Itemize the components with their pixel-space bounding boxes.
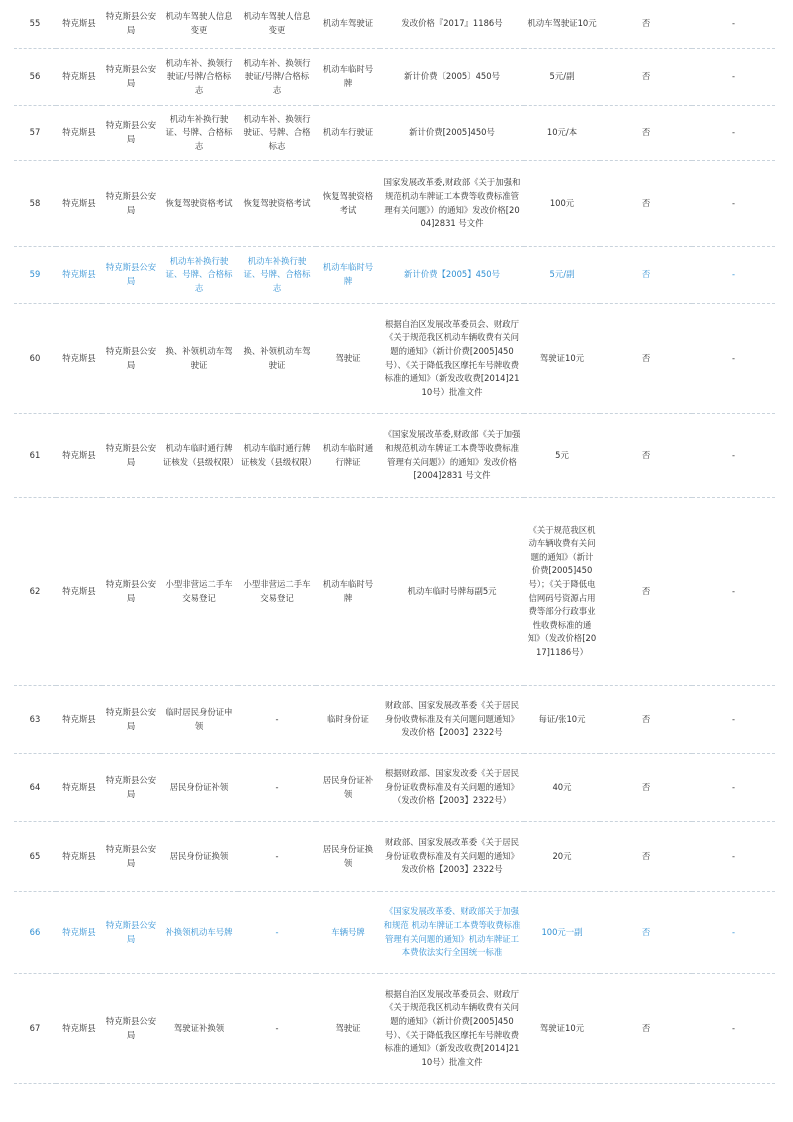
sub-item-cell: 机动车补、换领行驶证、号牌、合格标志: [238, 106, 316, 161]
table-row: [14, 49, 775, 106]
basis-cell: 根据财政部、国家发改委《关于居民身份证收费标准及有关问题的通知》（发改价格【2003】2322号）: [380, 754, 524, 822]
remark-cell: -: [692, 414, 775, 498]
department-cell: 特克斯县公安局: [102, 247, 160, 304]
fee-cell: 机动车驾驶证10元: [524, 0, 600, 49]
fee-table: [14, 0, 775, 1084]
table-row: [14, 0, 775, 49]
table-row: [14, 304, 775, 414]
basis-cell: 新计价费〔2005〕450号: [380, 49, 524, 106]
fee-cell: 5元: [524, 414, 600, 498]
department-cell: 特克斯县公安局: [102, 822, 160, 892]
fee-cell: 5元/副: [524, 49, 600, 106]
flag-cell: 否: [600, 414, 692, 498]
sub-item-cell: 机动车补换行驶证、号牌、合格标志: [238, 247, 316, 304]
department-cell: 特克斯县公安局: [102, 498, 160, 686]
item-cell: 临时居民身份证申领: [160, 686, 238, 754]
basis-cell: 机动车临时号牌每副5元: [380, 498, 524, 686]
row-number: 59: [14, 247, 56, 304]
table-row: [14, 892, 775, 974]
certificate-cell: 机动车临时号牌: [316, 498, 380, 686]
item-cell: 居民身份证换领: [160, 822, 238, 892]
table-row: [14, 247, 775, 304]
remark-cell: -: [692, 0, 775, 49]
department-cell: 特克斯县公安局: [102, 106, 160, 161]
row-number: 64: [14, 754, 56, 822]
county-cell: 特克斯县: [56, 498, 102, 686]
flag-cell: 否: [600, 49, 692, 106]
department-cell: 特克斯县公安局: [102, 892, 160, 974]
certificate-cell: 居民身份证补领: [316, 754, 380, 822]
county-cell: 特克斯县: [56, 161, 102, 247]
sub-item-cell: 机动车驾驶人信息变更: [238, 0, 316, 49]
table-row: [14, 498, 775, 686]
department-cell: 特克斯县公安局: [102, 304, 160, 414]
sub-item-cell: -: [238, 892, 316, 974]
county-cell: 特克斯县: [56, 974, 102, 1084]
item-cell: 居民身份证补领: [160, 754, 238, 822]
item-cell: 补换领机动车号牌: [160, 892, 238, 974]
row-number: 67: [14, 974, 56, 1084]
fee-cell: 20元: [524, 822, 600, 892]
item-cell: 机动车补换行驶证、号牌、合格标志: [160, 106, 238, 161]
row-number: 66: [14, 892, 56, 974]
sub-item-cell: 机动车补、换领行驶证/号牌/合格标志: [238, 49, 316, 106]
row-number: 60: [14, 304, 56, 414]
county-cell: 特克斯县: [56, 414, 102, 498]
flag-cell: 否: [600, 974, 692, 1084]
certificate-cell: 机动车临时号牌: [316, 49, 380, 106]
sub-item-cell: -: [238, 822, 316, 892]
fee-cell: 40元: [524, 754, 600, 822]
remark-cell: -: [692, 892, 775, 974]
item-cell: 小型非营运二手车交易登记: [160, 498, 238, 686]
sub-item-cell: -: [238, 754, 316, 822]
remark-cell: -: [692, 247, 775, 304]
county-cell: 特克斯县: [56, 247, 102, 304]
table-row: [14, 414, 775, 498]
certificate-cell: 驾驶证: [316, 304, 380, 414]
flag-cell: 否: [600, 498, 692, 686]
remark-cell: -: [692, 161, 775, 247]
flag-cell: 否: [600, 304, 692, 414]
county-cell: 特克斯县: [56, 754, 102, 822]
sub-item-cell: 换、补领机动车驾驶证: [238, 304, 316, 414]
basis-cell: 财政部、国家发展改革委《关于居民身份证收费标准及有关问题的通知》发改价格【2003】2322号: [380, 822, 524, 892]
row-number: 65: [14, 822, 56, 892]
flag-cell: 否: [600, 754, 692, 822]
county-cell: 特克斯县: [56, 304, 102, 414]
table-row: [14, 106, 775, 161]
remark-cell: -: [692, 106, 775, 161]
fee-cell: 100元: [524, 161, 600, 247]
fee-cell: 《关于规范我区机动车辆收费有关问题的通知》（新计价费[2005]450号）；《关于降低电信网码号资源占用费等部分行政事业性收费标准的通知》（发改价格[2017]1186号）: [524, 498, 600, 686]
table-row: [14, 974, 775, 1084]
certificate-cell: 机动车临时通行牌证: [316, 414, 380, 498]
basis-cell: 新计价费[2005]450号: [380, 106, 524, 161]
item-cell: 恢复驾驶资格考试: [160, 161, 238, 247]
department-cell: 特克斯县公安局: [102, 161, 160, 247]
row-number: 62: [14, 498, 56, 686]
flag-cell: 否: [600, 822, 692, 892]
department-cell: 特克斯县公安局: [102, 754, 160, 822]
basis-cell: 新计价费【2005】450号: [380, 247, 524, 304]
certificate-cell: 机动车驾驶证: [316, 0, 380, 49]
department-cell: 特克斯县公安局: [102, 414, 160, 498]
remark-cell: -: [692, 974, 775, 1084]
basis-cell: 根据自治区发展改革委员会、财政厅《关于规范我区机动车辆收费有关问题的通知》（新计价费[2005]450号）、《关于降低我区摩托车号牌收费标准的通知》（新发改收费[2014]2110号）批准文件: [380, 974, 524, 1084]
county-cell: 特克斯县: [56, 686, 102, 754]
fee-cell: 驾驶证10元: [524, 974, 600, 1084]
fee-cell: 100元一副: [524, 892, 600, 974]
row-number: 61: [14, 414, 56, 498]
sub-item-cell: -: [238, 974, 316, 1084]
remark-cell: -: [692, 49, 775, 106]
county-cell: 特克斯县: [56, 822, 102, 892]
certificate-cell: 临时身份证: [316, 686, 380, 754]
fee-table-body: [14, 0, 775, 1084]
row-number: 58: [14, 161, 56, 247]
remark-cell: -: [692, 822, 775, 892]
fee-cell: 每证/张10元: [524, 686, 600, 754]
basis-cell: 根据自治区发展改革委员会、财政厅《关于规范我区机动车辆收费有关问题的通知》（新计价费[2005]450号）、《关于降低我区摩托车号牌收费标准的通知》（新发改收费[2014]2110号）批准文件: [380, 304, 524, 414]
basis-cell: 《国家发展改革委,财政部《关于加强和规范机动车牌证工本费等收费标准管理有关问题》）的通知》发改价格[2004]2831 号文件: [380, 414, 524, 498]
certificate-cell: 车辆号牌: [316, 892, 380, 974]
remark-cell: -: [692, 498, 775, 686]
certificate-cell: 驾驶证: [316, 974, 380, 1084]
sub-item-cell: 小型非营运二手车交易登记: [238, 498, 316, 686]
basis-cell: 《国家发展改革委、财政部关于加强和规范 机动车牌证工本费等收费标准管理有关问题的通知》机动车牌证工本费依法实行全国统一标准: [380, 892, 524, 974]
flag-cell: 否: [600, 161, 692, 247]
flag-cell: 否: [600, 892, 692, 974]
item-cell: 机动车补换行驶证、号牌、合格标志: [160, 247, 238, 304]
remark-cell: -: [692, 686, 775, 754]
flag-cell: 否: [600, 247, 692, 304]
table-row: [14, 754, 775, 822]
certificate-cell: 机动车行驶证: [316, 106, 380, 161]
flag-cell: 否: [600, 0, 692, 49]
sub-item-cell: 恢复驾驶资格考试: [238, 161, 316, 247]
county-cell: 特克斯县: [56, 892, 102, 974]
row-number: 57: [14, 106, 56, 161]
table-row: [14, 161, 775, 247]
row-number: 63: [14, 686, 56, 754]
sub-item-cell: -: [238, 686, 316, 754]
item-cell: 机动车临时通行牌证核发（县级权限）: [160, 414, 238, 498]
county-cell: 特克斯县: [56, 49, 102, 106]
fee-cell: 10元/本: [524, 106, 600, 161]
department-cell: 特克斯县公安局: [102, 974, 160, 1084]
county-cell: 特克斯县: [56, 106, 102, 161]
certificate-cell: 居民身份证换领: [316, 822, 380, 892]
sub-item-cell: 机动车临时通行牌证核发（县级权限）: [238, 414, 316, 498]
basis-cell: 国家发展改革委,财政部《关于加强和规范机动车牌证工本费等收费标准管理有关问题》）的通知》发改价格[2004]2831 号文件: [380, 161, 524, 247]
certificate-cell: 恢复驾驶资格考试: [316, 161, 380, 247]
row-number: 56: [14, 49, 56, 106]
flag-cell: 否: [600, 106, 692, 161]
basis-cell: 财政部、国家发展改革委《关于居民身份收费标准及有关问题问题通知》发改价格【2003】2322号: [380, 686, 524, 754]
fee-cell: 5元/副: [524, 247, 600, 304]
flag-cell: 否: [600, 686, 692, 754]
item-cell: 换、补领机动车驾驶证: [160, 304, 238, 414]
basis-cell: 发改价格『2017』1186号: [380, 0, 524, 49]
remark-cell: -: [692, 754, 775, 822]
remark-cell: -: [692, 304, 775, 414]
department-cell: 特克斯县公安局: [102, 49, 160, 106]
certificate-cell: 机动车临时号牌: [316, 247, 380, 304]
table-row: [14, 686, 775, 754]
item-cell: 驾驶证补换领: [160, 974, 238, 1084]
item-cell: 机动车驾驶人信息变更: [160, 0, 238, 49]
county-cell: 特克斯县: [56, 0, 102, 49]
row-number: 55: [14, 0, 56, 49]
fee-cell: 驾驶证10元: [524, 304, 600, 414]
table-row: [14, 822, 775, 892]
item-cell: 机动车补、换领行驶证/号牌/合格标志: [160, 49, 238, 106]
department-cell: 特克斯县公安局: [102, 0, 160, 49]
department-cell: 特克斯县公安局: [102, 686, 160, 754]
